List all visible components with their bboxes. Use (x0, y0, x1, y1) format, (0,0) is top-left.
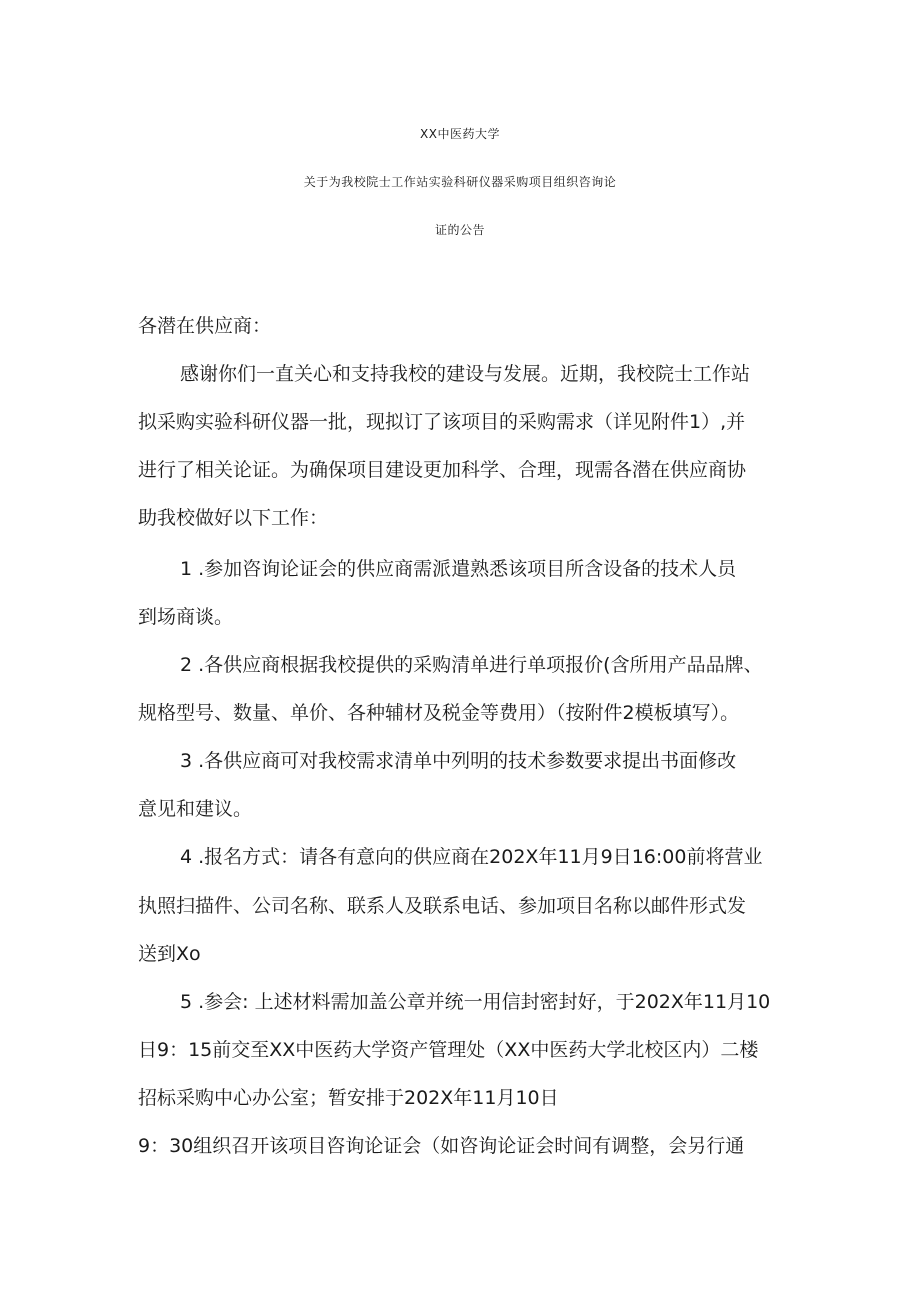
item-5-line: 5 .参会: 上述材料需加盖公章并统一用信封密封好，于202X年11月10 (180, 991, 771, 1013)
item-4-line: 4 .报名方式：请各有意向的供应商在202X年11月9日16:00前将营业 (180, 846, 763, 868)
item-1-line: 到场商谈。 (138, 606, 234, 628)
item-5-line: 招标采购中心办公室；暂安排于202X年11月10日 (138, 1087, 559, 1109)
body-line: 助我校做好以下工作： (138, 507, 329, 529)
item-4-line: 执照扫描件、公司名称、联系人及联系电话、参加项目名称以邮件形式发 (138, 895, 747, 917)
item-2-line: 规格型号、数量、单价、各种辅材及税金等费用）（按附件2模板填写）。 (138, 702, 740, 724)
greeting: 各潜在供应商： (138, 315, 272, 337)
item-4-line: 送到Xo (138, 943, 201, 965)
item-5-line: 9：30组织召开该项目咨询论证会（如咨询论证会时间有调整，会另行通 (138, 1135, 745, 1157)
body-line: 进行了相关论证。为确保项目建设更加科学、合理，现需各潜在供应商协 (138, 459, 747, 481)
body-line: 拟采购实验科研仪器一批，现拟订了该项目的采购需求（详见附件1）,并 (138, 411, 746, 433)
item-1-line: 1 .参加咨询论证会的供应商需派遣熟悉该项目所含设备的技术人员 (180, 558, 737, 580)
item-2-line: 2 .各供应商根据我校提供的采购清单进行单项报价(含所用产品品牌、 (180, 654, 763, 676)
item-3-line: 3 .各供应商可对我校需求清单中列明的技术参数要求提出书面修改 (180, 750, 737, 772)
item-3-line: 意见和建议。 (138, 798, 253, 820)
notice-title-line-2: 证的公告 (434, 223, 485, 237)
notice-title-line-1: 关于为我校院士工作站实验科研仪器采购项目组织咨询论 (303, 175, 617, 189)
item-5-line: 日9：15前交至XX中医药大学资产管理处（XX中医药大学北校区内）二楼 (138, 1039, 759, 1061)
university-title: XX中医药大学 (420, 127, 500, 141)
body-line: 感谢你们一直关心和支持我校的建设与发展。近期，我校院士工作站 (180, 363, 751, 385)
